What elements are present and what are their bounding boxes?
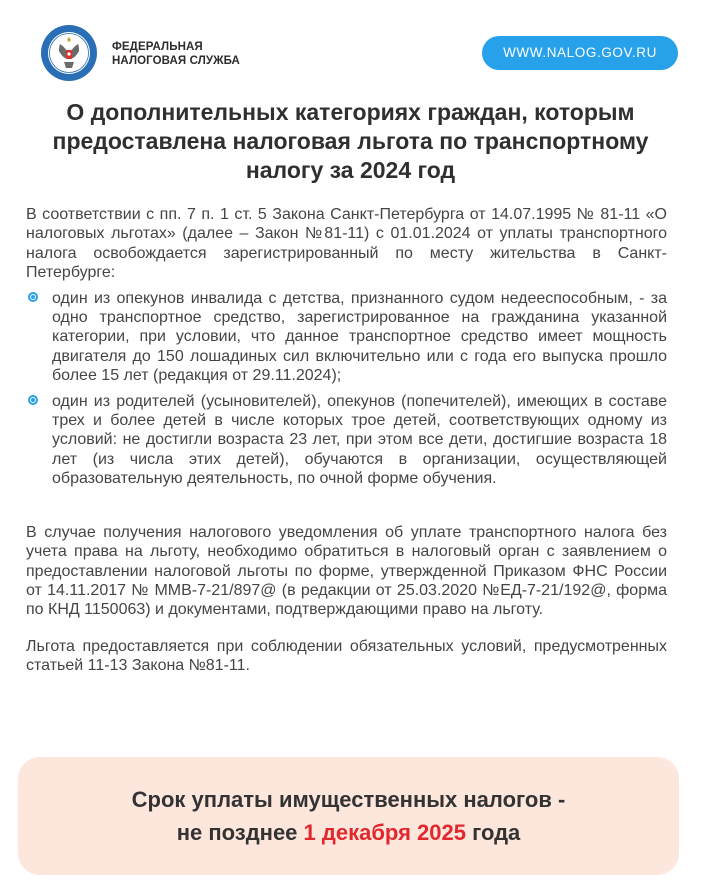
title-line1: О дополнительных категориях граждан, которым (66, 99, 635, 125)
title-line3: налогу за 2024 год (245, 157, 456, 183)
list-item-text: один из опекунов инвалида с детства, признанного судом недееспособным, - за одно транспортное средство, зарегистрированное на гражданина указанной категории, при условии, что данное транспортное средство имеет мощность двигателя до 150 лошадиных сил включительно или с года его выпуска прошло более 15 лет (редакция от 29.11.2024); (52, 289, 667, 385)
org-name-line2: НАЛОГОВАЯ СЛУЖБА (112, 55, 240, 67)
deadline-banner (18, 757, 679, 875)
website-link-button[interactable]: WWW.NALOG.GOV.RU (482, 36, 678, 70)
list-item-text: один из родителей (усыновителей), опекунов (попечителей), имеющих в составе трех и более детей в числе которых трое детей, соответствующих одному из условий: не достигли возраста 23 лет, при этом все дети, достигшие возраста 18 лет (из числа этих детей), обучаются в организации, осуществляющей образовательную деятельность, по очной форме обучения. (52, 392, 667, 488)
intro-paragraph: В соответствии с пп. 7 п. 1 ст. 5 Закона Санкт-Петербурга от 14.07.1995 № 81-11 «О налоговых льготах» (далее – Закон №81-11) с 01.01.2024 от уплаты транспортного налога освобождается зарегистрированный по месту жительства в Санкт-Петербурге: (26, 206, 667, 282)
deadline-prefix: не позднее (176, 820, 304, 845)
org-name-line1: ФЕДЕРАЛЬНАЯ (112, 41, 203, 53)
application-paragraph: В случае получения налогового уведомления об уплате транспортного налога без учета права на льготу, необходимо обратиться в налоговый орган с заявлением о предоставлении налоговой льготы по форме, утвержденной Приказом ФНС России от 14.11.2017 № ММВ-7-21/897@ (в редакции от 25.03.2020 №ЕД-7-21/192@, форма по КНД 1150063) и документами, подтверждающими право на льготу. (26, 523, 667, 619)
bullet-icon (28, 395, 38, 405)
list-item (26, 289, 667, 386)
deadline-line2 (18, 816, 679, 849)
page-title (20, 98, 681, 185)
conditions-paragraph: Льгота предоставляется при соблюдении обязательных условий, предусмотренных статьей 11-13 Закона №81-11. (26, 637, 667, 675)
deadline-date: 1 декабря 2025 (303, 820, 466, 845)
list-item (26, 392, 667, 489)
fns-emblem-icon (40, 24, 98, 82)
deadline-suffix: года (465, 820, 521, 845)
header (0, 0, 701, 90)
benefit-list (26, 289, 667, 489)
body-content (26, 205, 667, 676)
title-line2: предоставлена налоговая льгота по транспортному (52, 128, 649, 154)
bullet-icon (28, 292, 38, 302)
org-name (112, 40, 240, 68)
deadline-line1: Срок уплаты имущественных налогов - (131, 787, 566, 812)
